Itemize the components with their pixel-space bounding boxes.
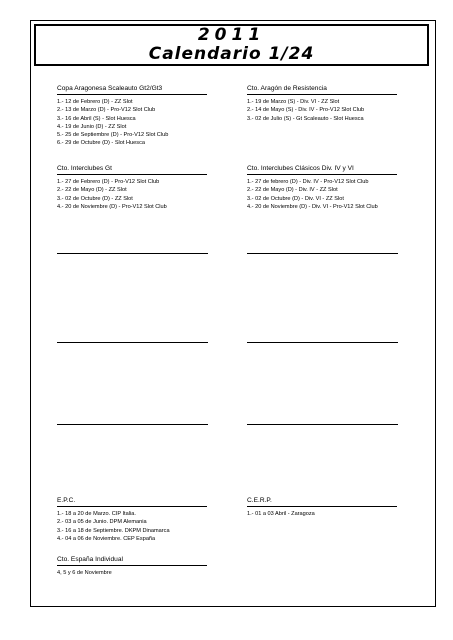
list-item: 1.- 27 de Febrero (D) - Pro-V12 Slot Club — [57, 179, 160, 185]
list-item: 2.- 13 de Marzo (D) - Pro-V12 Slot Club — [57, 107, 156, 114]
list-item: 4, 5 y 6 de Noviembre — [57, 570, 112, 576]
section-list — [247, 178, 397, 211]
section-title: Cto. España Individual — [57, 556, 123, 563]
list-item: 2.- 22 de Mayo (D) - Div. IV - ZZ Slot — [247, 187, 338, 194]
list-item: 1.- 18 a 20 de Marzo. CIP Italia. — [57, 511, 136, 517]
section-list — [57, 178, 207, 211]
section-copa-aragonesa — [57, 85, 207, 148]
list-item: 3.- 16 a 18 de Septiembre. DKPM Dinamarca — [57, 527, 170, 534]
section-cerp — [247, 497, 397, 518]
list-item: 3.- 02 de Julio (S) - Gt Scaleauto - Slot Huesca — [247, 115, 364, 122]
empty-slot-divider — [57, 342, 208, 343]
section-divider — [247, 506, 397, 507]
section-epc — [57, 497, 207, 543]
list-item: 1.- 12 de Febrero (D) - ZZ Slot — [57, 99, 133, 105]
section-divider — [247, 94, 397, 95]
list-item: 1.- 01 a 03 Abril - Zaragoza — [247, 511, 315, 517]
list-item: 5.- 25 de Septiembre (D) - Pro-V12 Slot Club — [57, 132, 169, 139]
list-item: 4.- 20 de Noviembre (D) - Div. VI - Pro-V12 Slot Club — [247, 203, 378, 210]
section-divider — [57, 94, 207, 95]
list-item: 2.- 22 de Mayo (D) - ZZ Slot — [57, 187, 127, 194]
list-item: 4.- 04 a 06 de Noviembre. CEP España — [57, 535, 156, 542]
section-list — [57, 510, 207, 543]
list-item: 2.- 14 de Mayo (S) - Div. IV - Pro-V12 Slot Club — [247, 107, 365, 114]
list-item: 4.- 20 de Noviembre (D) - Pro-V12 Slot Club — [57, 203, 167, 210]
section-cto-interclubes-gt — [57, 165, 207, 211]
list-item: 2.- 03 a 05 de Junio. DPM Alemania — [57, 519, 147, 526]
section-divider — [247, 174, 397, 175]
section-title: E.P.C. — [57, 497, 76, 504]
empty-slot-divider — [247, 424, 398, 425]
section-divider — [57, 506, 207, 507]
section-cto-espana-individual — [57, 556, 207, 577]
empty-slot-divider — [247, 253, 398, 254]
section-divider — [57, 565, 207, 566]
section-title: C.E.R.P. — [247, 497, 272, 504]
section-cto-interclubes-clasicos — [247, 165, 397, 211]
list-item: 4.- 19 de Junio (D) - ZZ Slot — [57, 123, 127, 130]
list-item: 3.- 02 de Octubre (D) - Div. VI - ZZ Slot — [247, 195, 344, 202]
section-title: Cto. Interclubes Gt — [57, 165, 112, 172]
section-list — [247, 510, 397, 518]
section-divider — [57, 174, 207, 175]
calendar-title: Calendario 1/24 — [148, 44, 315, 64]
list-item: 1.- 27 de febrero (D) - Div. IV - Pro-V12 Slot Club — [247, 179, 369, 185]
section-title: Cto. Aragón de Resistencia — [247, 85, 327, 92]
empty-slot-divider — [57, 253, 208, 254]
page-header — [34, 24, 429, 66]
list-item: 3.- 02 de Octubre (D) - ZZ Slot — [57, 195, 133, 202]
section-cto-aragon-resistencia — [247, 85, 397, 123]
empty-slot-divider — [247, 342, 398, 343]
section-list — [57, 569, 207, 577]
section-list — [57, 98, 207, 148]
list-item: 6.- 29 de Octubre (D) - Slot Huesca — [57, 140, 145, 147]
section-title: Cto. Interclubes Clásicos Div. IV y VI — [247, 165, 354, 172]
empty-slot-divider — [57, 424, 208, 425]
section-title: Copa Aragonesa Scaleauto Gt2/Gt3 — [57, 85, 163, 92]
list-item: 1.- 19 de Marzo (S) - Div. VI - ZZ Slot — [247, 99, 340, 105]
calendar-year: 2011 — [197, 25, 266, 45]
list-item: 3.- 16 de Abril (S) - Slot Huesca — [57, 115, 136, 122]
section-list — [247, 98, 397, 123]
